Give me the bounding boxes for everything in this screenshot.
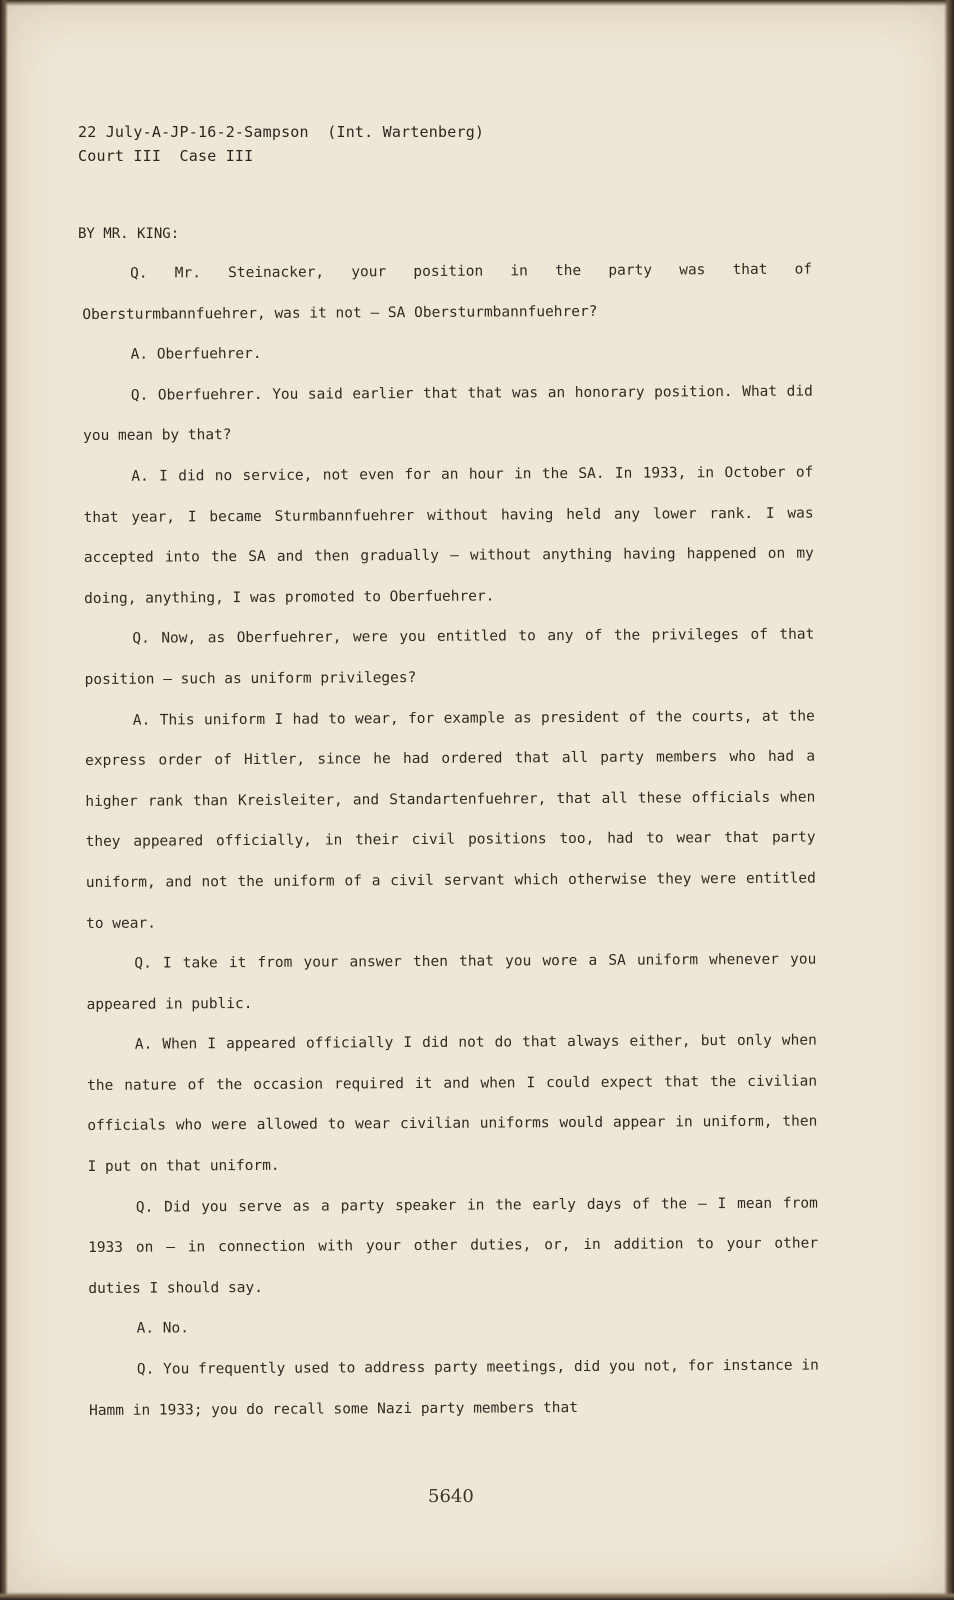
scan-edge-bottom [0, 1592, 954, 1600]
scan-edge-left [0, 0, 8, 1600]
question-paragraph: Q. Now, as Oberfuehrer, were you entitled to any of the privileges of that position — such as uniform privileges? [84, 626, 815, 688]
scan-edge-top [0, 0, 954, 6]
question-paragraph: Q. I take it from your answer then that you wore a SA uniform whenever you appeared in public. [86, 951, 817, 1013]
answer-paragraph: A. Oberfuehrer. [130, 346, 262, 363]
question-paragraph: Q. Did you serve as a party speaker in the early days of the — I mean from 1933 on — in connection with your other duties, or, in addition to your other duties I should say. [88, 1195, 819, 1297]
question-paragraph: Q. Mr. Steinacker, your position in the party was that of Obersturmbannfuehrer, was it not — SA Obersturmbannfuehrer? [82, 261, 813, 323]
transcript-header [78, 120, 484, 168]
page-number: 5640 [428, 1486, 474, 1507]
answer-paragraph: A. When I appeared officially I did not do that always either, but only when the nature of the occasion required it and when I could expect that the civilian officials who were allowed to wear civilian uniforms would appear in uniform, then I put on that uniform. [87, 1032, 818, 1176]
scan-edge-right [944, 0, 954, 1600]
header-line-court: Court III Case III [78, 147, 254, 165]
speaker-label: BY MR. KING: [78, 226, 180, 242]
answer-paragraph: A. I did no service, not even for an hour in the SA. In 1933, in October of that year, I became Sturmbannfuehrer without having held any lower rank. I was accepted into the SA and then gradually — without anything having happened on my doing, anything, I was promoted to Oberfuehrer. [83, 464, 814, 607]
question-paragraph: Q. Oberfuehrer. You said earlier that that was an honorary position. What did you mean by that? [83, 383, 813, 445]
answer-paragraph: A. This uniform I had to wear, for example as president of the courts, at the express order of Hitler, since he had ordered that all party members who had a higher rank than Kreisleiter, and Standartenfuehrer, that all these officials when they appeared officially, in their civil positions too, had to wear that party uniform, and not the uniform of a civil servant which otherwise they were entitled to wear. [85, 708, 816, 932]
question-paragraph: Q. You frequently used to address party meetings, did you not, for instance in Hamm in 1933; you do recall some Nazi party members that [89, 1357, 819, 1419]
answer-paragraph: A. No. [136, 1320, 190, 1338]
transcript-body [82, 250, 819, 1432]
header-line-session: 22 July-A-JP-16-2-Sampson (Int. Wartenberg) [78, 123, 485, 141]
